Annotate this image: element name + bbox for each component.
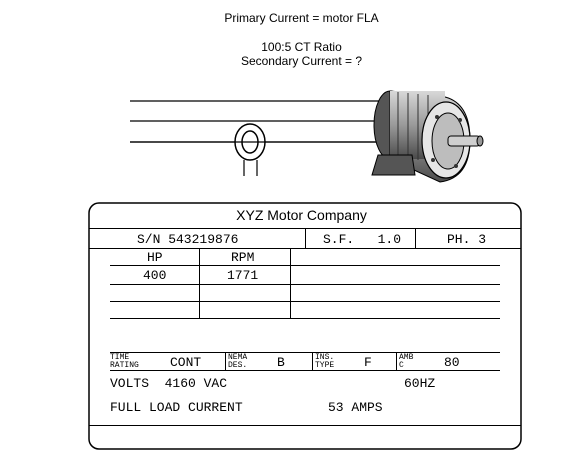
full-load-current-value: 53 AMPS	[328, 400, 383, 415]
divider	[110, 284, 500, 285]
divider	[225, 352, 226, 370]
divider	[305, 228, 306, 248]
divider	[110, 265, 500, 266]
divider	[415, 228, 416, 248]
ct-ratio-caption: 100:5 CT Ratio	[261, 40, 342, 54]
divider	[110, 301, 500, 302]
hp-label: HP	[147, 250, 163, 265]
nema-label-2: DES.	[228, 361, 248, 370]
divider	[110, 370, 500, 371]
full-load-current-label: FULL LOAD CURRENT	[110, 400, 243, 415]
rpm-label: RPM	[231, 250, 255, 265]
hp-value: 400	[143, 268, 167, 283]
company-name: XYZ Motor Company	[236, 207, 367, 223]
service-factor: S.F. 1.0	[323, 232, 402, 247]
nema-design-value: B	[277, 355, 285, 370]
voltage-rating: VOLTS 4160 VAC	[110, 376, 228, 391]
divider	[312, 352, 313, 370]
time-rating-label-2: RATING	[110, 361, 139, 370]
motor-icon	[372, 91, 483, 182]
divider	[89, 425, 521, 426]
phase: PH. 3	[447, 232, 487, 247]
divider	[199, 248, 200, 318]
divider	[396, 352, 397, 370]
divider	[290, 248, 291, 318]
secondary-current-question: Secondary Current = ?	[240, 54, 363, 68]
ambient-label-2: C	[399, 361, 404, 370]
primary-current-caption: Primary Current = motor FLA	[224, 11, 379, 25]
current-transformer-icon	[130, 124, 380, 176]
ambient-value: 80	[444, 355, 460, 370]
insulation-type-value: F	[364, 355, 372, 370]
ambient-label-1: AMB	[399, 353, 414, 362]
nema-label-1: NEMA	[228, 353, 248, 362]
divider	[89, 248, 521, 249]
rpm-value: 1771	[227, 268, 259, 283]
divider	[110, 352, 500, 353]
divider	[110, 318, 500, 319]
insulation-label-2: TYPE	[315, 361, 335, 370]
time-rating-label-1: TIME	[110, 353, 130, 362]
time-rating-value: CONT	[170, 355, 202, 370]
frequency-rating: 60HZ	[404, 376, 436, 391]
insulation-label-1: INS.	[315, 353, 335, 362]
serial-number: S/N 543219876	[137, 232, 239, 247]
